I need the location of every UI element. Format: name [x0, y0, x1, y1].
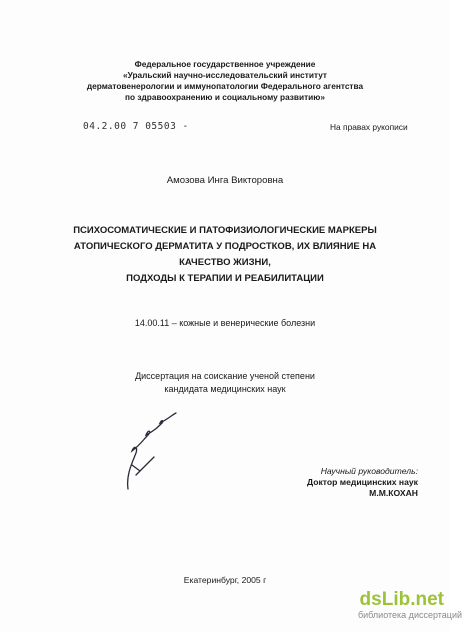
institution-line: Федеральное государственное учреждение — [134, 59, 316, 69]
title-line: АТОПИЧЕСКОГО ДЕРМАТИТА У ПОДРОСТКОВ, ИХ ВЛИЯНИЕ НА — [73, 241, 377, 252]
city-year: Екатеринбург, 2005 г — [183, 575, 267, 585]
institution-line: дерматовенерологии и иммунопатологии Федерального агентства — [86, 81, 364, 91]
institution-header — [60, 59, 390, 103]
title-line: КАЧЕСТВО ЖИЗНИ, — [179, 257, 271, 268]
supervisor-title: Научный руководитель: — [320, 466, 418, 476]
dissertation-title — [50, 223, 400, 287]
author-name: Амозова Инга Викторовна — [166, 175, 284, 186]
title-line: ПСИХОСОМАТИЧЕСКИЕ И ПАТОФИЗИОЛОГИЧЕСКИЕ МАРКЕРЫ — [73, 225, 377, 236]
specialty-code: 14.00.11 – кожные и венерические болезни — [134, 318, 316, 328]
watermark-logo: dsLib.net — [359, 589, 444, 610]
watermark-subtitle: библиотека диссертаций — [358, 610, 462, 620]
supervisor-block — [250, 466, 418, 499]
watermark[interactable] — [358, 589, 462, 620]
degree-line: кандидата медицинских наук — [164, 384, 286, 394]
degree-line: Диссертация на соискание ученой степени — [135, 371, 315, 381]
title-line: ПОДХОДЫ К ТЕРАПИИ И РЕАБИЛИТАЦИИ — [126, 273, 324, 284]
supervisor-name: М.М.КОХАН — [369, 488, 418, 498]
institution-line: «Уральский научно-исследовательский институт — [123, 70, 327, 80]
catalog-stamp: 04.2.00 7 05503 - — [83, 121, 189, 132]
degree-statement — [0, 370, 450, 396]
rights-note: На правах рукописи — [330, 122, 408, 132]
supervisor-degree: Доктор медицинских наук — [307, 477, 418, 487]
handwritten-signature — [118, 405, 198, 495]
institution-line: по здравоохранению и социальному развитию» — [125, 92, 325, 102]
